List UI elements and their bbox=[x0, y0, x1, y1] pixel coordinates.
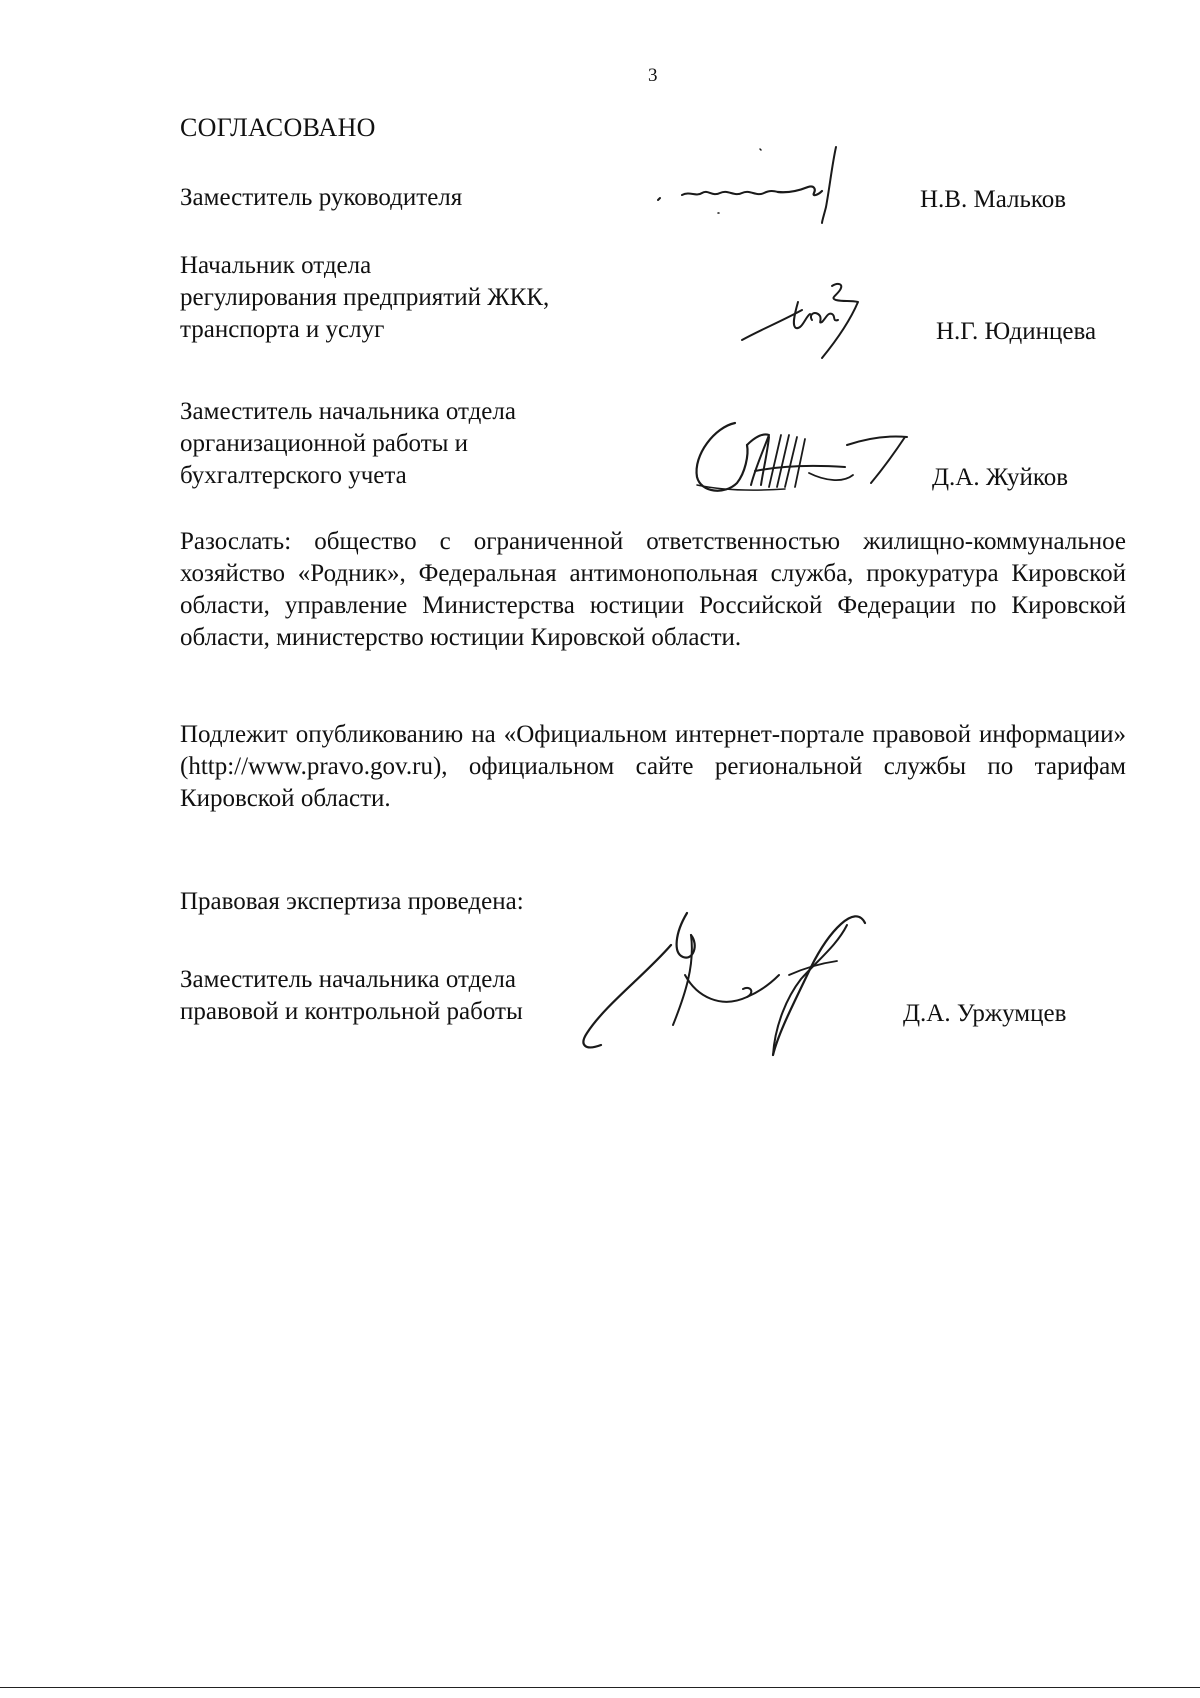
approval-3-name: Д.А. Жуйков bbox=[932, 464, 1069, 491]
approval-2-name: Н.Г. Юдинцева bbox=[936, 318, 1097, 345]
approval-2-position-line-1: Начальник отдела bbox=[180, 252, 372, 279]
approval-2-position-line-2: регулирования предприятий ЖКК, bbox=[180, 284, 550, 311]
approval-1-name: Н.В. Мальков bbox=[920, 186, 1067, 213]
approval-3-position-line-1: Заместитель начальника отдела bbox=[180, 398, 516, 425]
approval-3-position-line-2: организационной работы и bbox=[180, 430, 469, 457]
bottom-rule bbox=[0, 1687, 1200, 1688]
approval-1-signature bbox=[640, 135, 870, 235]
legal-review-statement: Правовая экспертиза проведена: bbox=[180, 888, 524, 915]
publication-note: Подлежит опубликованию на «Официальном интернет-портале правовой информации» (http://www.pravo.gov.ru), официальном сайте региональной службы по тарифам Кировской области. bbox=[180, 721, 1126, 812]
approval-3-signature bbox=[685, 415, 915, 505]
distribution-paragraph bbox=[180, 526, 1126, 654]
approval-2-signature bbox=[740, 280, 890, 380]
approval-heading: СОГЛАСОВАНО bbox=[180, 113, 376, 142]
legal-review-position-line-2: правовой и контрольной работы bbox=[180, 998, 523, 1025]
approval-1-position-line-1: Заместитель руководителя bbox=[180, 184, 463, 211]
page-number: 3 bbox=[648, 65, 658, 86]
legal-review-signature bbox=[575, 905, 875, 1065]
distribution-label: Разослать: bbox=[180, 528, 292, 555]
approval-2-position-line-3: транспорта и услуг bbox=[180, 316, 385, 343]
legal-review-name: Д.А. Уржумцев bbox=[903, 1000, 1067, 1027]
distribution-text: общество с ограниченной ответственностью жилищно-коммунальное хозяйство «Родник», Федеральная антимонопольная служба, прокуратура Кировской области, управление Министерства юстиции Российской Федерации по Кировской области, министерство юстиции Кировской области. bbox=[180, 528, 1126, 651]
legal-review-position-line-1: Заместитель начальника отдела bbox=[180, 966, 516, 993]
approval-3-position-line-3: бухгалтерского учета bbox=[180, 462, 407, 489]
